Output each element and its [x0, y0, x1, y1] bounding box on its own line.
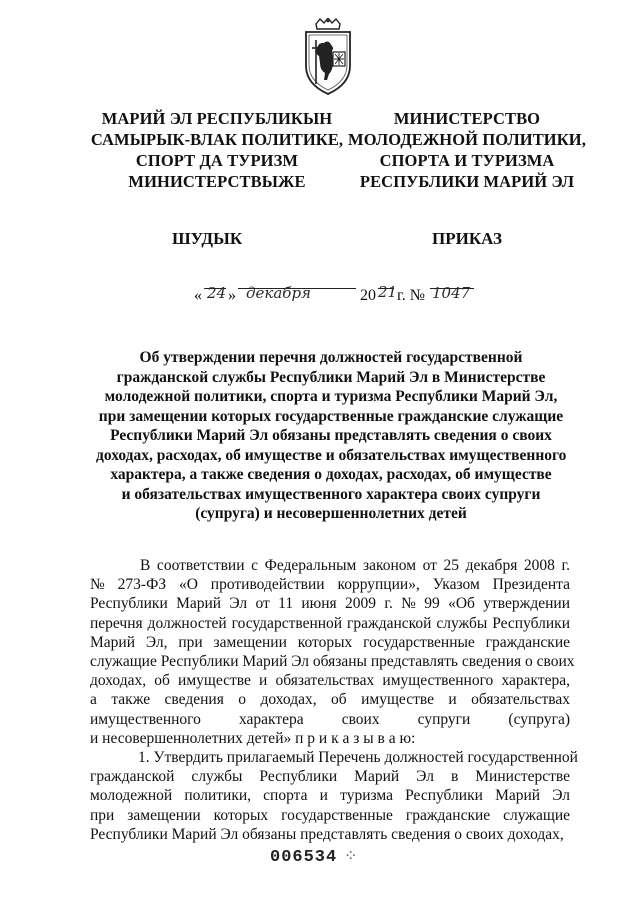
- date-open-quote: «: [194, 287, 202, 304]
- header-org-russian-line: МИНИСТЕРСТВО: [393, 109, 541, 128]
- title-line: (супруга) и несовершеннолетних детей: [195, 505, 467, 522]
- header-org-mari-line: МИНИСТЕРСТВЫЖЕ: [128, 172, 306, 191]
- title-line: при замещении которых государственные гражданские служащие: [98, 407, 564, 425]
- body-line: Марий Эл, при замещении которых государственные гражданские: [90, 633, 570, 651]
- header-org-russian-line: СПОРТА И ТУРИЗМА: [379, 151, 555, 170]
- body-line: 1. Утвердить прилагаемый Перечень должностей государственной: [138, 749, 578, 767]
- body-line: В соответствии с Федеральным законом от 25 декабря 2008 г.: [140, 557, 570, 574]
- body-line: при замещении которых государственные гражданские служащие: [90, 806, 570, 824]
- coat-of-arms-icon: [302, 18, 354, 98]
- title-line: характера, а также сведения о доходах, расходах, об имуществе: [110, 466, 552, 483]
- footer-mark-icon: ⁘: [344, 848, 358, 865]
- title-line: и обязательствах имущественного характера своих супруги: [121, 485, 541, 503]
- header-org-mari-line: МАРИЙ ЭЛ РЕСПУБЛИКЫН: [101, 109, 333, 128]
- header-org-mari-line: СПОРТ ДА ТУРИЗМ: [135, 151, 299, 170]
- date-month: декабря: [246, 284, 311, 302]
- body-line: служащие Республики Марий Эл обязаны представлять сведения о своих: [90, 653, 575, 671]
- date-close-quote: »: [228, 287, 236, 304]
- body-line: доходах, об имуществе и обязательствах имущественного характера,: [90, 672, 570, 690]
- body-line: Республики Марий Эл обязаны представлять сведения о своих доходах,: [90, 825, 564, 843]
- date-year-suffix: 21: [378, 283, 398, 301]
- body-line: Республики Марий Эл от 11 июня 2009 г. № 99 «Об утверждении: [90, 595, 570, 613]
- body-line: и несовершеннолетних детей» п р и к а з ы в а ю:: [90, 729, 416, 747]
- date-day: 24: [207, 284, 227, 302]
- header-org-russian: [332, 108, 602, 192]
- title-line: гражданской службы Республики Марий Эл в Министерстве: [116, 368, 546, 386]
- body-line: перечня должностей государственной гражданской службы Республики: [90, 614, 570, 632]
- doc-type-mari: ШУДЫК: [172, 229, 243, 248]
- body-line: имущественного характера своих супруги (супруга): [90, 710, 570, 728]
- order-date-line: [194, 283, 494, 311]
- doc-type-russian: ПРИКАЗ: [432, 229, 502, 248]
- order-title: [96, 348, 566, 524]
- body-line: молодежной политики, спорта и туризма Республики Марий Эл: [90, 787, 570, 805]
- header-org-mari-line: САМЫРЫК-ВЛАК ПОЛИТИКЕ,: [90, 130, 344, 149]
- serial-number: 006534: [270, 848, 338, 867]
- header-org-russian-line: МОЛОДЕЖНОЙ ПОЛИТИКИ,: [348, 130, 586, 149]
- date-year-prefix: 20: [360, 287, 376, 304]
- order-number: 1047: [432, 284, 471, 302]
- order-body: [90, 556, 578, 844]
- body-line: а также сведения о доходах, об имуществе и обязательствах: [90, 691, 570, 709]
- title-line: Об утверждении перечня должностей государственной: [139, 349, 523, 366]
- body-line: гражданской службы Республики Марий Эл в Министерстве: [90, 768, 570, 786]
- date-number-label: г. №: [397, 287, 426, 304]
- title-line: молодежной политики, спорта и туризма Республики Марий Эл,: [104, 388, 558, 405]
- title-line: Республики Марий Эл обязаны представлять сведения о своих: [110, 427, 552, 444]
- title-line: доходах, расходах, об имуществе и обязательствах имущественного: [96, 446, 567, 464]
- header-org-russian-line: РЕСПУБЛИКИ МАРИЙ ЭЛ: [359, 172, 575, 191]
- header-org-mari: [82, 108, 352, 192]
- body-line: № 273-ФЗ «О противодействии коррупции», Указом Президента: [90, 576, 570, 594]
